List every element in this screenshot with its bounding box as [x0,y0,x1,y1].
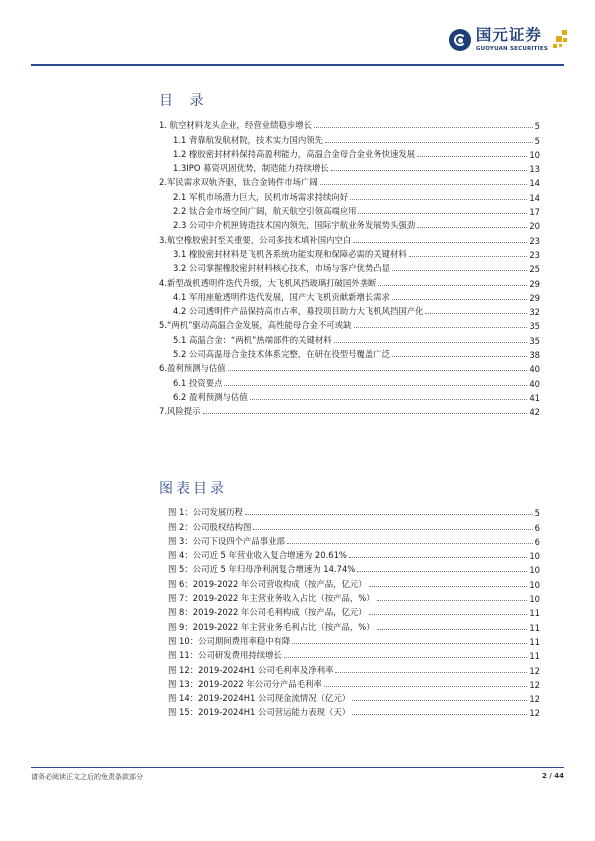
figure-entry[interactable] [159,647,540,661]
figure-entry[interactable] [159,704,540,718]
figure-entry-page: 12 [529,708,540,719]
figure-entry-title: 图 14：2019-2024H1 公司现金流情况（亿元） [168,693,351,704]
dot-leader [334,342,528,343]
logo-name-cn: 国元证券 [475,26,542,44]
figure-entry-title: 图 11：公司研发费用持续增长 [168,650,282,661]
dot-leader [369,586,528,587]
toc-entry-title: 1.1 背靠航发航材院，技术实力国内领先 [173,134,323,145]
figure-entry[interactable] [159,590,540,604]
toc-entry-title: 4.新型战机透明件迭代升级，大飞机风挡玻璃打破国外垄断 [159,277,377,288]
toc-entry-page: 14 [529,192,540,203]
figure-entry-page: 11 [529,636,540,647]
logo-squares-icon [553,29,569,51]
dot-leader [358,213,527,214]
toc-entry-title: 2.军民需求双轨齐驱，钛合金铸件市场广阔 [159,177,318,188]
figure-entry-title: 图 15：2019-2024H1 公司营运能力表现（天） [168,707,351,718]
toc-entry-title: 4.1 军用座舱透明件迭代发展，国产大飞机贡献新增长需求 [173,291,390,302]
toc-entry[interactable] [159,117,540,131]
toc-entry-page: 25 [529,264,540,275]
figure-entry-title: 图 9：2019-2022 年主营业务毛利占比（按产品，%） [168,621,375,632]
toc-entry-title: 4.2 公司透明件产品保持高市占率，募投项目助力大飞机风挡国产化 [173,306,424,317]
figure-entry-title: 图 2：公司股权结构图 [168,521,252,532]
footer-divider [31,767,564,768]
toc-entry-page: 29 [529,292,540,303]
figure-entry-title: 图 1：公司发展历程 [168,507,243,518]
toc-entry-page: 5 [534,121,540,132]
figure-entry[interactable] [159,504,540,518]
figure-entry-page: 10 [529,594,540,605]
dot-leader [325,142,533,143]
figure-entry-page: 11 [529,608,540,619]
toc-entry-page: 35 [529,335,540,346]
figure-entry-page: 12 [529,679,540,690]
toc-entry[interactable] [159,317,540,331]
dot-leader [324,686,528,687]
toc-entry[interactable] [159,346,540,360]
dot-leader [352,700,527,701]
toc-entry-title: 1.2 橡胶密封材料保持高盈利能力，高温合金母合金业务快速发展 [173,148,416,159]
figure-entry[interactable] [159,604,540,618]
toc-entry-title: 2.1 军机市场潜力巨大，民机市场需求持续向好 [173,191,349,202]
dot-leader [228,370,528,371]
toc-entry[interactable] [159,188,540,202]
dot-leader [314,127,533,128]
dot-leader [377,629,528,630]
toc-entry[interactable] [159,146,540,160]
toc-entry[interactable] [159,260,540,274]
figure-entry-page: 10 [529,579,540,590]
toc-entry[interactable] [159,360,540,374]
header-divider [31,64,564,66]
page-header [0,0,595,66]
figure-entry-page: 12 [529,694,540,705]
toc-entry[interactable] [159,160,540,174]
dot-leader [378,285,527,286]
toc-entry[interactable] [159,389,540,403]
figure-entry-page: 5 [534,508,540,519]
dot-leader [417,156,527,157]
dot-leader [353,242,527,243]
toc-entry[interactable] [159,174,540,188]
toc-entry-page: 35 [529,321,540,332]
dot-leader [287,543,533,544]
toc-entry[interactable] [159,246,540,260]
dot-leader [349,557,527,558]
footer-disclaimer: 请务必阅读正文之后的免责条款部分 [31,773,143,781]
toc-entry-title: 5.2 公司高温母合金技术体系完整，在研在役型号覆盖广泛 [173,349,390,360]
figure-entry-page: 12 [529,665,540,676]
dot-leader [250,399,528,400]
toc-entry-title: 6.盈利预测与估值 [159,363,226,374]
toc-entry-page: 41 [529,392,540,403]
toc-entry-page: 20 [529,221,540,232]
toc-entry[interactable] [159,231,540,245]
toc-entry-title: 1.3IPO 募资巩固优势，制造能力持续增长 [173,163,329,174]
toc-entry-page: 40 [529,364,540,375]
figure-entry[interactable] [159,547,540,561]
dot-leader [357,571,527,572]
toc-entry-title: 7.风险提示 [159,406,201,417]
toc-entry-title: 1. 航空材料龙头企业，经营业绩稳步增长 [159,120,313,131]
toc-entry-page: 40 [529,378,540,389]
dot-leader [354,327,528,328]
figure-entry[interactable] [159,690,540,704]
figure-entry[interactable] [159,533,540,547]
figure-entry-page: 10 [529,551,540,562]
dot-leader [369,614,528,615]
toc-entry-title: 3.航空橡胶密封至关重要，公司多技术填补国内空白 [159,234,352,245]
toc-entry[interactable] [159,403,540,417]
toc-entry-title: 3.1 橡胶密封材料是飞机各系统功能实现和保障必需的关键材料 [173,248,407,259]
toc-entry[interactable] [159,203,540,217]
logo-name-en: GUOYUAN SECURITIES [475,45,548,52]
toc-entry-title: 3.2 公司掌握橡胶密封材料核心技术，市场与客户优势凸显 [173,263,390,274]
figure-entry-title: 图 13：2019-2022 年公司分产品毛利率 [168,678,322,689]
toc-entry-title: 2.2 钛合金市场空间广阔，航天航空引领高端应用 [173,206,357,217]
figure-entry[interactable] [159,676,540,690]
figure-entry-page: 11 [529,622,540,633]
dot-leader [392,270,527,271]
toc-entry[interactable] [159,131,540,145]
figure-entry-title: 图 5：公司近 5 年归母净利润复合增速为 14.74% [168,564,356,575]
dot-leader [331,170,528,171]
dot-leader [253,529,532,530]
dot-leader [425,313,527,314]
figure-entry[interactable] [159,561,540,575]
dot-leader [350,199,527,200]
toc-entry-page: 13 [529,164,540,175]
figure-entry[interactable] [159,618,540,632]
toc-entry-page: 5 [534,135,540,146]
toc-entry[interactable] [159,289,540,303]
company-logo [449,27,569,53]
dot-leader [320,184,528,185]
dot-leader [352,714,527,715]
dot-leader [292,643,527,644]
toc-entry[interactable] [159,303,540,317]
figure-entry-page: 6 [534,522,540,533]
figure-entry-title: 图 7：2019-2022 年主营业务收入占比（按产品，%） [168,593,375,604]
figures-list [159,504,540,718]
figures-heading: 图表目录 [159,481,227,497]
dot-leader [224,385,527,386]
figure-entry-title: 图 12：2019-2024H1 公司毛利率及净利率 [168,664,334,675]
toc-entry[interactable] [159,217,540,231]
toc-entry-title: 5.“两机”驱动高温合金发展，高性能母合金不可或缺 [159,320,352,331]
footer-page-number: 2 / 44 [541,772,564,780]
toc-entry-page: 23 [529,235,540,246]
dot-leader [417,227,527,228]
dot-leader [392,299,527,300]
toc-entry-page: 14 [529,178,540,189]
toc-entry-page: 42 [529,407,540,418]
figure-entry-title: 图 10：公司期间费用率稳中有降 [168,635,291,646]
figure-entry-title: 图 3：公司下设四个产品事业部 [168,535,285,546]
toc-entry-page: 32 [529,307,540,318]
toc-entry-page: 10 [529,149,540,160]
dot-leader [335,672,527,673]
figure-entry-title: 图 6：2019-2022 年公司营收构成（按产品，亿元） [168,578,367,589]
toc-entry[interactable] [159,331,540,345]
toc-entry[interactable] [159,274,540,288]
dot-leader [245,514,533,515]
toc-entry-title: 6.1 投资要点 [173,377,223,388]
toc-entry-page: 23 [529,249,540,260]
figure-entry[interactable] [159,661,540,675]
figure-entry[interactable] [159,633,540,647]
toc-entry-title: 5.1 高温合金：“两机”热端部件的关键材料 [173,334,332,345]
toc-entry-page: 29 [529,278,540,289]
toc-entry-title: 6.2 盈利预测与估值 [173,391,248,402]
figure-entry-page: 10 [529,565,540,576]
figure-entry[interactable] [159,575,540,589]
dot-leader [203,413,528,414]
figure-entry-page: 11 [529,651,540,662]
toc-entry[interactable] [159,374,540,388]
figure-entry[interactable] [159,518,540,532]
dot-leader [409,256,528,257]
toc-list [159,117,540,417]
dot-leader [284,657,528,658]
toc-entry-page: 17 [529,207,540,218]
dot-leader [377,600,528,601]
dot-leader [392,356,527,357]
toc-entry-title: 2.3 公司中介机匣铸造技术国内领先，国际宇航业务发展势头强劲 [173,220,416,231]
toc-heading: 目 录 [159,93,210,109]
figure-entry-title: 图 4：公司近 5 年营业收入复合增速为 20.61% [168,550,347,561]
logo-emblem-icon [449,29,471,51]
figure-entry-title: 图 8：2019-2022 年公司毛利构成（按产品，亿元） [168,607,367,618]
figure-entry-page: 6 [534,536,540,547]
toc-entry-page: 38 [529,350,540,361]
